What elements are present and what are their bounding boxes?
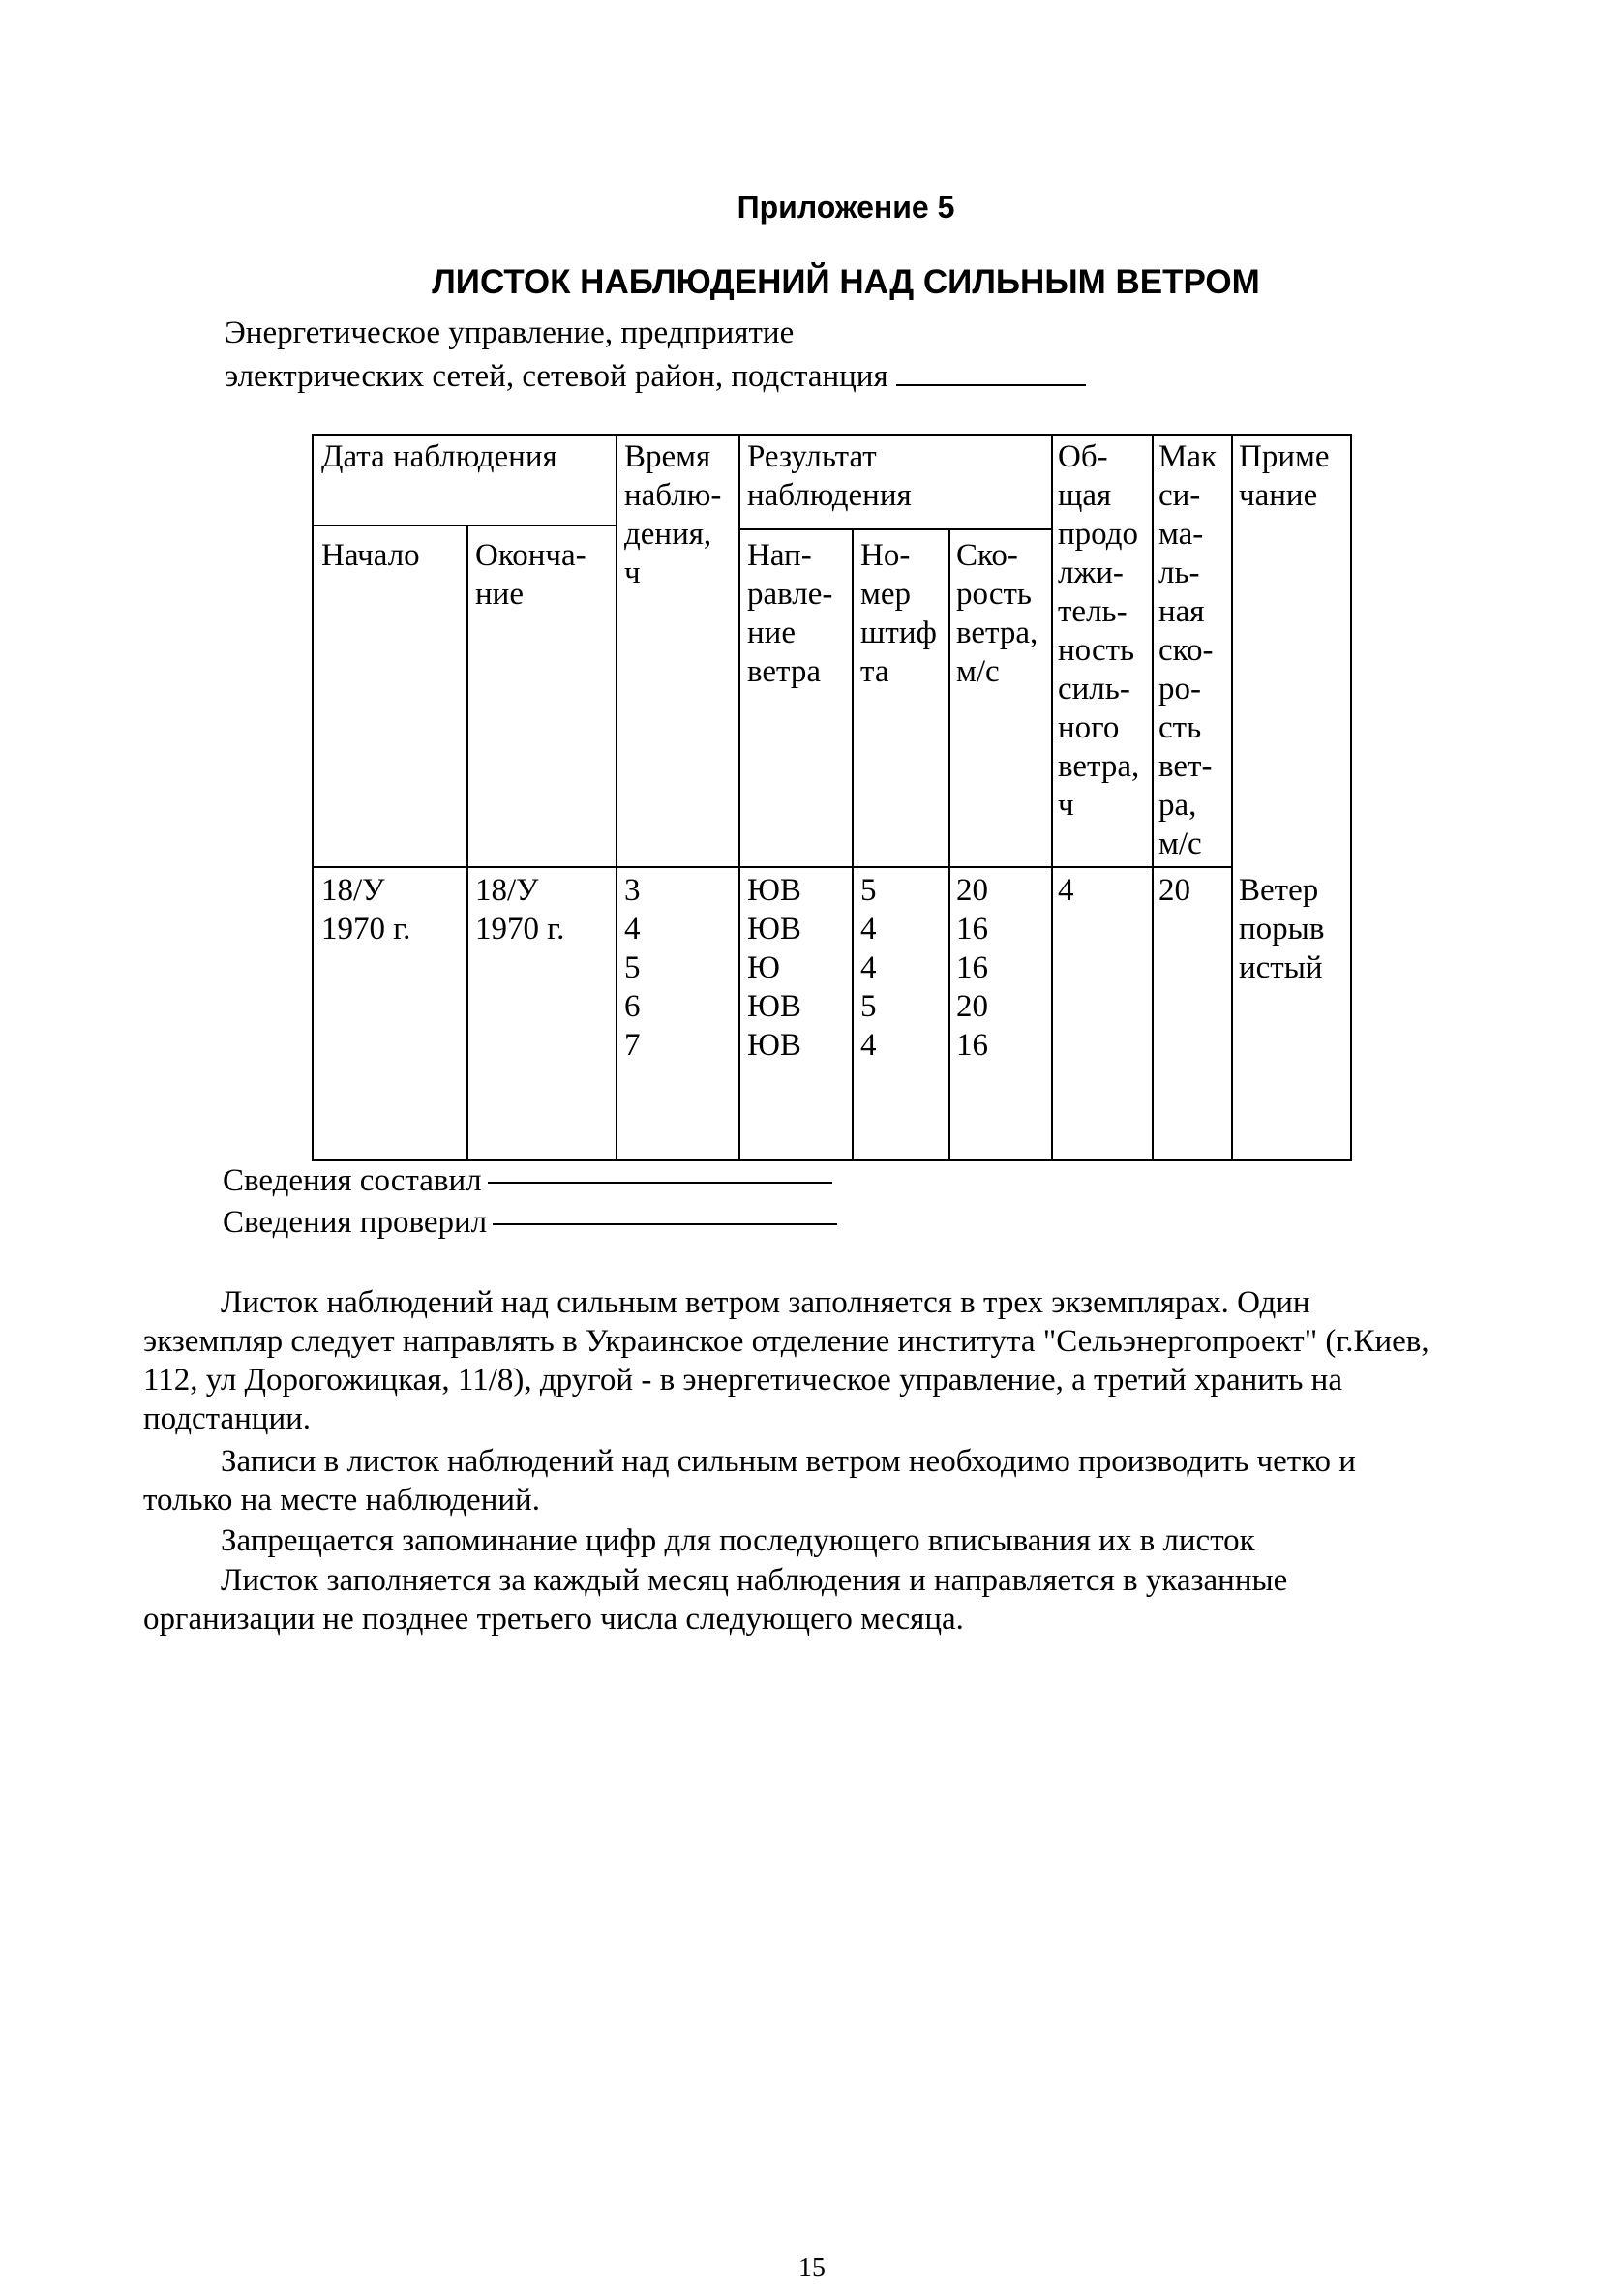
- cell-pin: 5 4 4 5 4: [860, 873, 877, 1063]
- paragraph-2: Записи в листок наблюдений над сильным ветром необходимо производить четко и только на месте наблюдений.: [143, 1444, 1356, 1518]
- table-vline: [738, 434, 740, 1161]
- header-time: Время наблю- дения, ч: [624, 439, 722, 590]
- header-speed: Ско- рость ветра, м/с: [956, 538, 1038, 689]
- cell-speed: 20 16 16 20 16: [956, 873, 988, 1063]
- table-vline: [616, 434, 617, 1161]
- table-vline: [948, 528, 950, 1161]
- paragraph-4: Листок заполняется за каждый месяц наблюдения и направляется в указанные организации не позднее третьего числа следующего месяца.: [143, 1563, 1288, 1637]
- substation-blank: [896, 355, 1086, 386]
- table-vline: [466, 525, 468, 1161]
- cell-end: 18/У 1970 г.: [475, 873, 565, 947]
- signature-checked-label: Сведения проверил: [223, 1205, 488, 1240]
- header-end: Оконча- ние: [475, 538, 586, 612]
- paragraph-3: Запрещается запоминание цифр для последующего вписывания их в листок: [221, 1523, 1255, 1558]
- header-duration: Об- щая продо лжи- тель- ность силь- ного ветра, ч: [1058, 439, 1140, 823]
- header-date: Дата наблюдения: [321, 439, 557, 474]
- signature-checked: [223, 1205, 837, 1241]
- org-line-1: Энергетическое управление, предприятие: [225, 316, 795, 350]
- table-hline: [738, 528, 1053, 530]
- header-note: Приме чание: [1239, 439, 1330, 513]
- header-direction: Нап- равле- ние ветра: [747, 538, 833, 689]
- signature-compiled-label: Сведения составил: [223, 1163, 482, 1198]
- cell-time: 3 4 5 6 7: [624, 873, 641, 1063]
- signature-compiled: [223, 1163, 832, 1199]
- org-line-2: [225, 355, 1086, 395]
- page-number: 15: [798, 2253, 826, 2283]
- signature-line: [493, 1223, 837, 1225]
- signature-line: [488, 1182, 832, 1184]
- header-max-speed: Мак си- ма- ль- ная ско- ро- сть вет- ра, м/с: [1158, 439, 1218, 861]
- table-hline: [312, 525, 617, 526]
- cell-note: Ветер порыв истый: [1239, 873, 1325, 985]
- cell-max-speed: 20: [1158, 873, 1190, 908]
- cell-duration: 4: [1058, 873, 1074, 908]
- paragraph-1: Листок наблюдений над сильным ветром заполняется в трех экземплярах. Один экземпляр следует направлять в Украинское отделение института "Сельэнергопроект" (г.Киев, 112, ул Дорогожицкая, 11/8), другой - в энергетическое управление, а третий хранить на подстанции.: [143, 1285, 1429, 1436]
- table-hline: [312, 866, 1231, 868]
- appendix-label: Приложение 5: [737, 190, 955, 225]
- cell-direction: ЮВ ЮВ Ю ЮВ ЮВ: [747, 873, 801, 1063]
- table-vline: [1152, 434, 1154, 1161]
- document-title: ЛИСТОК НАБЛЮДЕНИЙ НАД СИЛЬНЫМ ВЕТРОМ: [432, 263, 1260, 301]
- org-line-2-text: электрических сетей, сетевой район, подстанция: [225, 359, 888, 394]
- cell-start: 18/У 1970 г.: [321, 873, 411, 947]
- table-vline: [1051, 434, 1053, 1161]
- table-vline: [852, 528, 854, 1161]
- header-pin: Но- мер штиф та: [860, 538, 937, 689]
- header-result: Результат наблюдения: [747, 439, 912, 513]
- header-start: Начало: [321, 538, 420, 573]
- table-vline: [1231, 434, 1233, 1161]
